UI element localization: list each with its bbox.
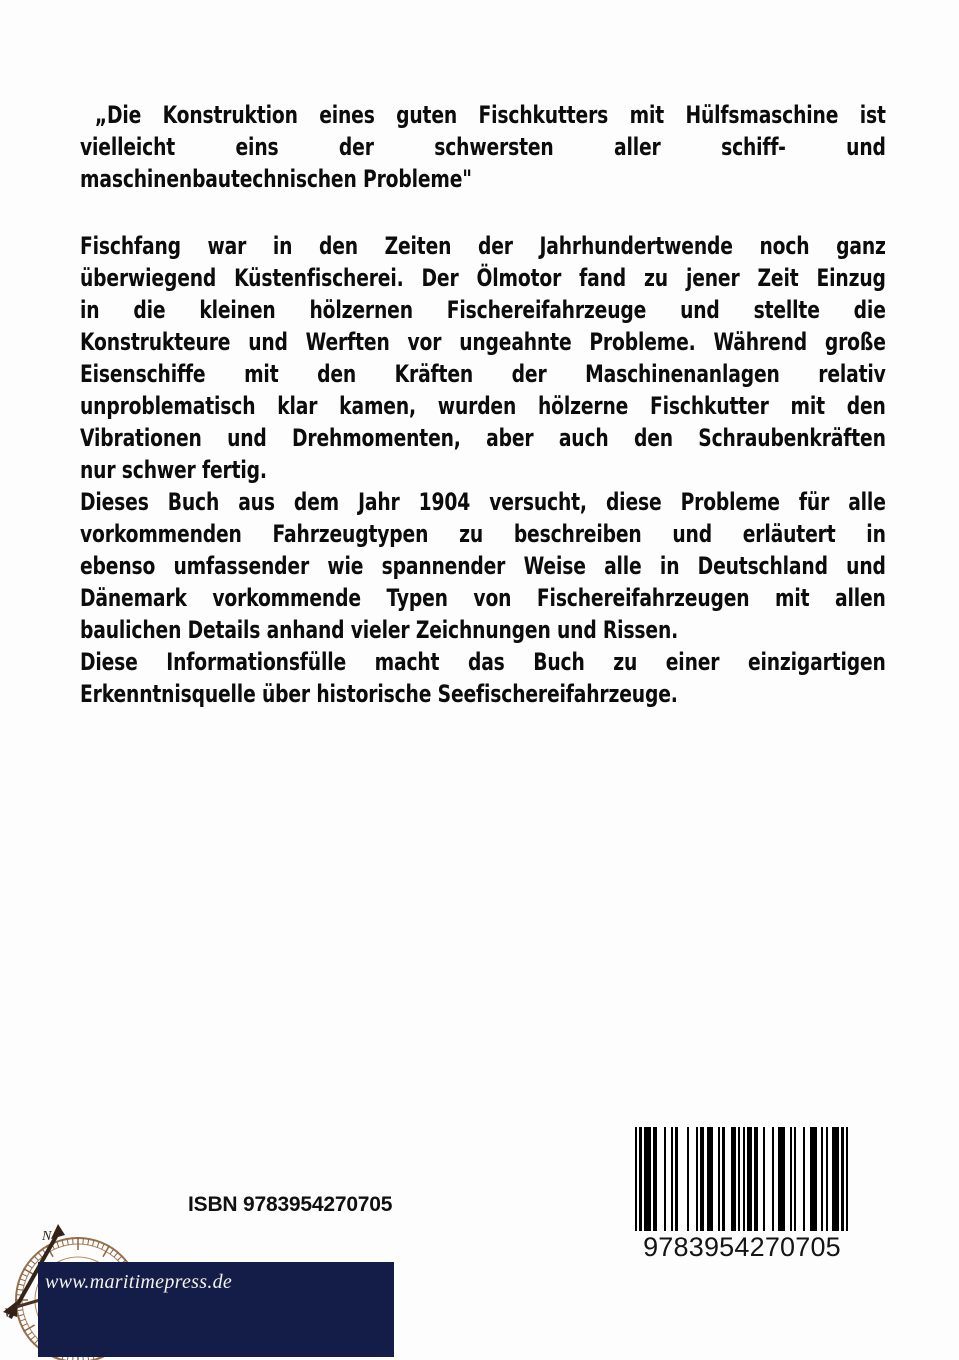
barcode-bar [718, 1127, 720, 1231]
quote-line: „Die Konstruktion eines guten Fischkutters mit Hülfsmaschine ist [94, 101, 886, 129]
compass-tick [20, 1319, 26, 1321]
barcode-bar [700, 1127, 704, 1231]
compass-tick [20, 1279, 26, 1281]
compass-tick [31, 1336, 36, 1340]
publisher-banner [38, 1262, 394, 1357]
barcode-bar [731, 1127, 735, 1231]
compass-tick [62, 1240, 64, 1246]
body-text-line: Vibrationen und Drehmomenten, aber auch den Schraubenkräften [80, 424, 886, 452]
body-text-line: Erkenntnisquelle über historische Seefischereifahrzeuge. [80, 680, 678, 708]
back-cover-text [80, 99, 886, 710]
body-text-line: baulichen Details anhand vieler Zeichnungen und Rissen. [80, 616, 679, 644]
compass-tick [18, 1315, 24, 1317]
barcode-bar [722, 1127, 724, 1231]
compass-tick [93, 1240, 95, 1246]
body-text-line: Fischfang war in den Zeiten der Jahrhundertwende noch ganz [80, 232, 886, 260]
barcode-bar [826, 1127, 828, 1231]
body-text-line: ebenso umfassender wie spannender Weise alle in Deutschland und [80, 552, 886, 580]
compass-north-label: N [42, 1229, 52, 1244]
compass-tick [118, 1256, 122, 1260]
compass-tick [73, 1238, 74, 1244]
barcode-bar [639, 1127, 641, 1231]
barcode-bar [675, 1127, 677, 1231]
compass-tick [18, 1284, 24, 1286]
compass-tick [97, 1242, 99, 1248]
barcode-bar [653, 1127, 657, 1231]
barcode-bar [832, 1127, 839, 1231]
body-text-line: Dieses Buch aus dem Jahr 1904 versucht, diese Probleme für alle [80, 488, 886, 516]
compass-tick [22, 1274, 27, 1277]
barcode-bar [803, 1127, 805, 1231]
compass-tick [83, 1238, 84, 1244]
isbn-text: ISBN 9783954270705 [188, 1193, 393, 1216]
quote-line: vielleicht eins der schwersten aller schiff- und [80, 133, 886, 161]
compass-tick [22, 1324, 27, 1327]
compass-tick [103, 1245, 110, 1256]
body-text-line: Konstrukteure und Werften vor ungeahnte Probleme. Während große [80, 328, 886, 356]
barcode-bar [687, 1127, 689, 1231]
barcode-bar [635, 1127, 637, 1231]
body-text-line: Eisenschiffe mit den Kräften der Maschinenanlagen relativ [80, 360, 886, 388]
compass-tick [38, 1253, 42, 1258]
compass-tick [34, 1256, 38, 1260]
compass-tick [27, 1264, 32, 1268]
barcode [635, 1127, 848, 1231]
quote-line: maschinenbautechnischen Probleme" [80, 165, 472, 193]
barcode-bar [841, 1127, 843, 1231]
barcode-bar [778, 1127, 785, 1231]
barcode-bar [810, 1127, 817, 1231]
barcode-bar [738, 1127, 740, 1231]
barcode-bar [644, 1127, 651, 1231]
compass-tick [110, 1249, 114, 1254]
body-text-line: unproblematisch klar kamen, wurden hölzerne Fischkutter mit den [80, 392, 886, 420]
compass-west-label: W [4, 1305, 15, 1320]
barcode-bar [790, 1127, 792, 1231]
body-text-line: vorkommenden Fahrzeugtypen zu beschreiben und erläutert in [80, 520, 886, 548]
barcode-bar [754, 1127, 758, 1231]
barcode-bar [821, 1127, 823, 1231]
publisher-website: www.maritimepress.de [45, 1271, 233, 1293]
compass-tick [27, 1332, 32, 1336]
barcode-bar [794, 1127, 796, 1231]
barcode-bar [747, 1127, 751, 1231]
compass-tick [57, 1242, 59, 1248]
barcode-bar [664, 1127, 666, 1231]
compass-tick [102, 1244, 105, 1249]
body-text-line: Dänemark vorkommende Typen von Fischereifahrzeugen mit allen [80, 584, 886, 612]
barcode-bar [696, 1127, 698, 1231]
barcode-bar [707, 1127, 714, 1231]
barcode-bar [846, 1127, 848, 1231]
body-text-line: nur schwer fertig. [80, 456, 267, 484]
body-text-line: in die kleinen hölzernen Fischereifahrzeuge und stellte die [80, 296, 886, 324]
barcode-bar [772, 1127, 774, 1231]
barcode-number: 9783954270705 [643, 1232, 841, 1262]
compass-tick [23, 1325, 34, 1332]
compass-tick [31, 1260, 36, 1264]
barcode-bar [671, 1127, 673, 1231]
body-text-line: überwiegend Küstenfischerei. Der Ölmotor fand zu jener Zeit Einzug [80, 264, 886, 292]
paragraph-spacer [80, 195, 886, 230]
barcode-bar [743, 1127, 745, 1231]
body-text-line: Diese Informationsfülle macht das Buch zu einer einzigartigen [80, 648, 886, 676]
compass-tick [114, 1253, 118, 1258]
barcode-bar [763, 1127, 765, 1231]
